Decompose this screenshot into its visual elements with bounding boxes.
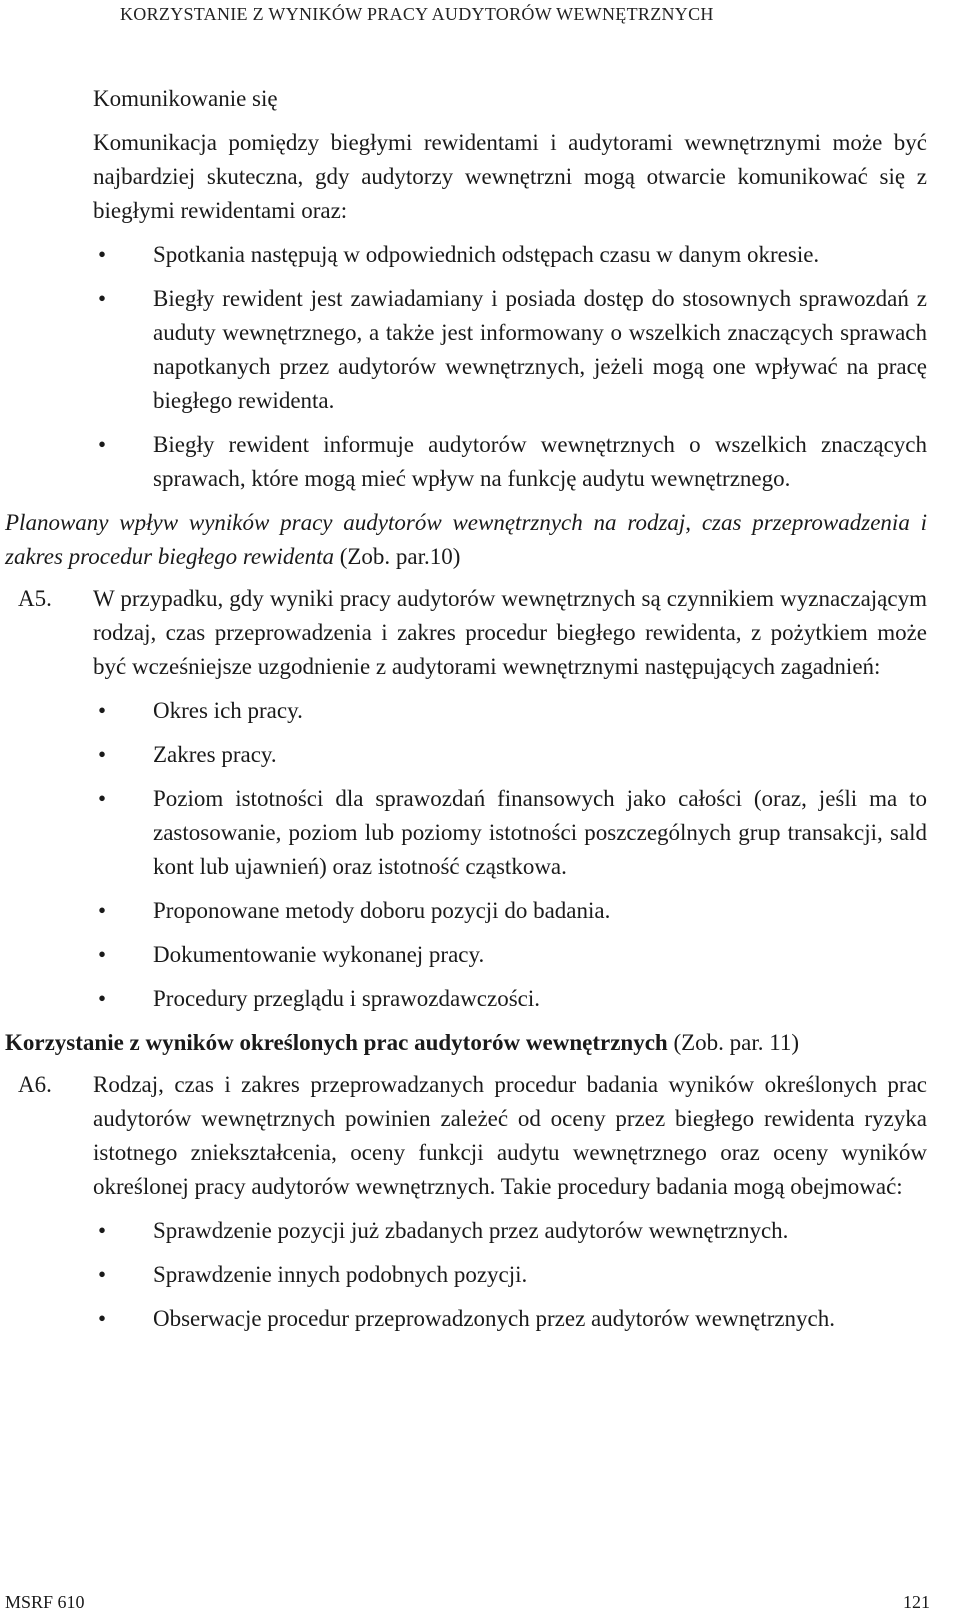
- bullet-icon: •: [97, 986, 107, 1011]
- paragraph-reference: (Zob. par.10): [339, 544, 461, 569]
- bullet-icon: •: [97, 1306, 107, 1331]
- bullet-list: [0, 1214, 960, 1336]
- list-item-text: Sprawdzenie pozycji już zbadanych przez audytorów wewnętrznych.: [153, 1218, 789, 1243]
- list-item: [97, 782, 927, 884]
- bullet-icon: •: [97, 786, 107, 811]
- list-item: [97, 428, 927, 496]
- bullet-icon: •: [97, 432, 107, 457]
- bullet-icon: •: [97, 1262, 107, 1287]
- page-content: [0, 82, 960, 1346]
- heading-text: Planowany wpływ wyników pracy audytorów wewnętrznych na rodzaj, czas przeprowadzenia i zakres procedur biegłego rewidenta: [5, 510, 927, 569]
- list-item: [97, 1214, 927, 1248]
- italic-section-heading: [5, 506, 927, 574]
- list-item: [97, 938, 927, 972]
- list-item-text: Poziom istotności dla sprawozdań finansowych jako całości (oraz, jeśli ma to zastosowanie, poziom lub poziomy istotności poszczególnych grup transakcji, sald kont lub ujawnień) oraz istotność cząstkowa.: [153, 786, 927, 879]
- list-item-text: Procedury przeglądu i sprawozdawczości.: [153, 986, 541, 1011]
- list-item: [97, 1258, 927, 1292]
- paragraph-text: W przypadku, gdy wyniki pracy audytorów wewnętrznych są czynnikiem wyznaczającym rodzaj, czas przeprowadzenia i zakres procedur biegłego rewidenta, z pożytkiem może być wcześniejsze uzgodnienie z audytorami wewnętrznymi następujących zagadnień:: [93, 586, 927, 679]
- paragraph-number: A5.: [18, 586, 52, 611]
- list-item: [97, 282, 927, 418]
- list-item: [97, 982, 927, 1016]
- list-item: [97, 238, 927, 272]
- paragraph-number: A6.: [18, 1072, 52, 1097]
- heading-text: Korzystanie z wyników określonych prac audytorów wewnętrznych: [5, 1030, 668, 1055]
- list-item-text: Sprawdzenie innych podobnych pozycji.: [153, 1262, 528, 1287]
- bullet-icon: •: [97, 698, 107, 723]
- section-intro-paragraph: Komunikacja pomiędzy biegłymi rewidentami i audytorami wewnętrznymi może być najbardziej skuteczna, gdy audytorzy wewnętrzni mogą otwarcie komunikować się z biegłymi rewidentami oraz:: [93, 130, 927, 223]
- paragraph-reference: (Zob. par. 11): [673, 1030, 800, 1055]
- list-item-text: Biegły rewident informuje audytorów wewnętrznych o wszelkich znaczących sprawach, które mogą mieć wpływ na funkcję audytu wewnętrznego.: [153, 432, 927, 491]
- paragraph-text: Rodzaj, czas i zakres przeprowadzanych procedur badania wyników określonych prac audytorów wewnętrznych powinien zależeć od oceny przez biegłego rewidenta ryzyka istotnego zniekształcenia, oceny funkcji audytu wewnętrznego oraz oceny wyników określonej pracy audytorów wewnętrznych. Takie procedury badania mogą obejmować:: [93, 1072, 927, 1199]
- list-item-text: Biegły rewident jest zawiadamiany i posiada dostęp do stosownych sprawozdań z auduty wewnętrznego, a także jest informowany o wszelkich znaczących sprawach napotkanych przez audytorów wewnętrznych, jeżeli mogą one wpływać na pracę biegłego rewidenta.: [153, 286, 927, 413]
- bullet-icon: •: [97, 286, 107, 311]
- bullet-icon: •: [97, 942, 107, 967]
- list-item: [97, 694, 927, 728]
- bullet-icon: •: [97, 1218, 107, 1243]
- list-item-text: Dokumentowanie wykonanej pracy.: [153, 942, 485, 967]
- bullet-list: [0, 694, 960, 1016]
- footer-standard-label: MSRF 610: [5, 1592, 85, 1612]
- numbered-paragraph-a5: [18, 582, 927, 684]
- list-item-text: Obserwacje procedur przeprowadzonych przez audytorów wewnętrznych.: [153, 1306, 836, 1331]
- bold-section-heading: [5, 1026, 927, 1060]
- bullet-icon: •: [97, 898, 107, 923]
- numbered-paragraph-a6: [18, 1068, 927, 1204]
- list-item-text: Zakres pracy.: [153, 742, 277, 767]
- bullet-icon: •: [97, 742, 107, 767]
- list-item-text: Spotkania następują w odpowiednich odstępach czasu w danym okresie.: [153, 242, 820, 267]
- list-item-text: Proponowane metody doboru pozycji do badania.: [153, 898, 611, 923]
- list-item: [97, 738, 927, 772]
- page-number: 121: [903, 1592, 930, 1612]
- bullet-icon: •: [97, 242, 107, 267]
- bullet-list: [0, 238, 960, 496]
- running-header: KORZYSTANIE Z WYNIKÓW PRACY AUDYTORÓW WEWNĘTRZNYCH: [120, 4, 714, 24]
- list-item: [97, 894, 927, 928]
- section-title: Komunikowanie się: [93, 86, 278, 111]
- list-item-text: Okres ich pracy.: [153, 698, 303, 723]
- list-item: [97, 1302, 927, 1336]
